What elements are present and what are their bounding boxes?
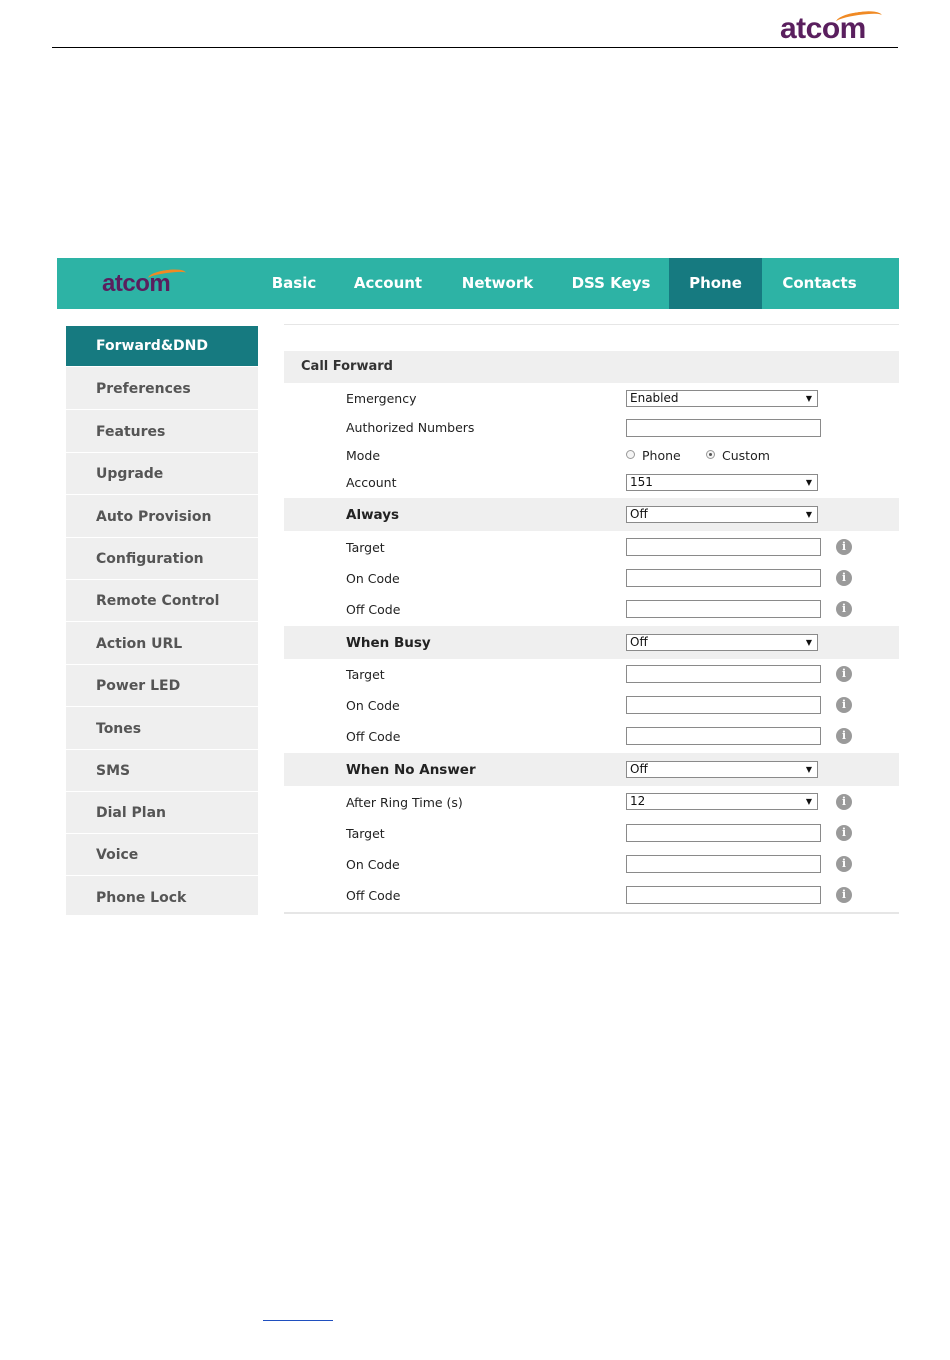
dropdown-arrow-icon: ▼ — [805, 765, 812, 774]
dropdown-arrow-icon: ▼ — [805, 478, 812, 487]
emergency-value: Enabled — [630, 391, 679, 405]
dropdown-arrow-icon: ▼ — [805, 394, 812, 403]
content-divider — [284, 324, 899, 325]
call-forward-header — [284, 351, 899, 383]
sidebar-item-dial-plan[interactable]: Dial Plan — [66, 793, 258, 834]
info-icon[interactable]: i — [836, 601, 852, 617]
sidebar-item-voice[interactable]: Voice — [66, 835, 258, 876]
no-answer-off-code-input[interactable] — [626, 886, 821, 904]
account-value: 151 — [630, 475, 653, 489]
mode-label: Mode — [346, 448, 381, 463]
when-no-answer-select[interactable] — [626, 761, 818, 778]
tab-basic[interactable]: Basic — [271, 274, 317, 292]
no-answer-on-code-input[interactable] — [626, 855, 821, 873]
tab-contacts[interactable]: Contacts — [782, 274, 857, 292]
sidebar-item-features[interactable]: Features — [66, 412, 258, 453]
when-busy-label: When Busy — [346, 635, 431, 651]
sidebar-item-power-led[interactable]: Power LED — [66, 666, 258, 707]
sidebar-item-action-url[interactable]: Action URL — [66, 624, 258, 665]
busy-target-input[interactable] — [626, 665, 821, 683]
when-busy-select[interactable] — [626, 634, 818, 651]
after-ring-time-select[interactable] — [626, 793, 818, 810]
no-answer-off-code-label: Off Code — [346, 888, 401, 903]
emergency-label: Emergency — [346, 391, 417, 406]
when-no-answer-label: When No Answer — [346, 762, 476, 778]
sidebar-item-remote-control[interactable]: Remote Control — [66, 581, 258, 622]
info-icon[interactable]: i — [836, 856, 852, 872]
always-label: Always — [346, 507, 400, 523]
document-logo-text: atcom — [780, 12, 866, 45]
sidebar — [66, 326, 258, 915]
sidebar-item-phone-lock[interactable]: Phone Lock — [66, 878, 258, 919]
always-on-code-label: On Code — [346, 571, 400, 586]
header-rule — [52, 47, 898, 48]
info-icon[interactable]: i — [836, 794, 852, 810]
authorized-numbers-input[interactable] — [626, 419, 821, 437]
tab-dss-keys[interactable]: DSS Keys — [571, 274, 651, 292]
info-icon[interactable]: i — [836, 825, 852, 841]
busy-on-code-label: On Code — [346, 698, 400, 713]
always-off-code-input[interactable] — [626, 600, 821, 618]
busy-off-code-input[interactable] — [626, 727, 821, 745]
footer-link-underline[interactable] — [263, 1320, 333, 1321]
sidebar-item-tones[interactable]: Tones — [66, 709, 258, 750]
busy-off-code-label: Off Code — [346, 729, 401, 744]
app-logo[interactable] — [102, 268, 192, 298]
content-bottom-divider — [284, 912, 899, 914]
always-target-input[interactable] — [626, 538, 821, 556]
always-off-code-label: Off Code — [346, 602, 401, 617]
when-no-answer-value: Off — [630, 762, 648, 776]
mode-custom-radio[interactable] — [706, 450, 715, 459]
dropdown-arrow-icon: ▼ — [805, 510, 812, 519]
info-icon[interactable]: i — [836, 539, 852, 555]
info-icon[interactable]: i — [836, 666, 852, 682]
tab-phone[interactable]: Phone — [669, 258, 762, 309]
account-label: Account — [346, 475, 397, 490]
always-value: Off — [630, 507, 648, 521]
top-nav-bar — [57, 258, 899, 309]
emergency-select[interactable] — [626, 390, 818, 407]
sidebar-item-forward-dnd[interactable]: Forward&DND — [66, 326, 258, 367]
busy-target-label: Target — [346, 667, 385, 682]
app-logo-text: atcom — [102, 270, 171, 297]
section-title: Call Forward — [301, 359, 393, 374]
info-icon[interactable]: i — [836, 728, 852, 744]
dropdown-arrow-icon: ▼ — [805, 797, 812, 806]
dropdown-arrow-icon: ▼ — [805, 638, 812, 647]
when-busy-value: Off — [630, 635, 648, 649]
authorized-numbers-label: Authorized Numbers — [346, 420, 475, 435]
after-ring-time-value: 12 — [630, 794, 646, 808]
mode-phone-label: Phone — [642, 448, 681, 463]
sidebar-item-upgrade[interactable]: Upgrade — [66, 454, 258, 495]
always-on-code-input[interactable] — [626, 569, 821, 587]
always-select[interactable] — [626, 506, 818, 523]
no-answer-on-code-label: On Code — [346, 857, 400, 872]
mode-phone-radio[interactable] — [626, 450, 635, 459]
sidebar-item-preferences[interactable]: Preferences — [66, 369, 258, 410]
account-select[interactable] — [626, 474, 818, 491]
sidebar-item-sms[interactable]: SMS — [66, 751, 258, 792]
info-icon[interactable]: i — [836, 570, 852, 586]
sidebar-item-configuration[interactable]: Configuration — [66, 539, 258, 580]
after-ring-time-label: After Ring Time (s) — [346, 795, 463, 810]
info-icon[interactable]: i — [836, 697, 852, 713]
busy-on-code-input[interactable] — [626, 696, 821, 714]
mode-custom-label: Custom — [722, 448, 770, 463]
document-logo — [780, 10, 890, 44]
tab-network[interactable]: Network — [461, 274, 534, 292]
tab-account[interactable]: Account — [353, 274, 423, 292]
always-target-label: Target — [346, 540, 385, 555]
info-icon[interactable]: i — [836, 887, 852, 903]
sidebar-item-auto-provision[interactable]: Auto Provision — [66, 497, 258, 538]
no-answer-target-input[interactable] — [626, 824, 821, 842]
no-answer-target-label: Target — [346, 826, 385, 841]
